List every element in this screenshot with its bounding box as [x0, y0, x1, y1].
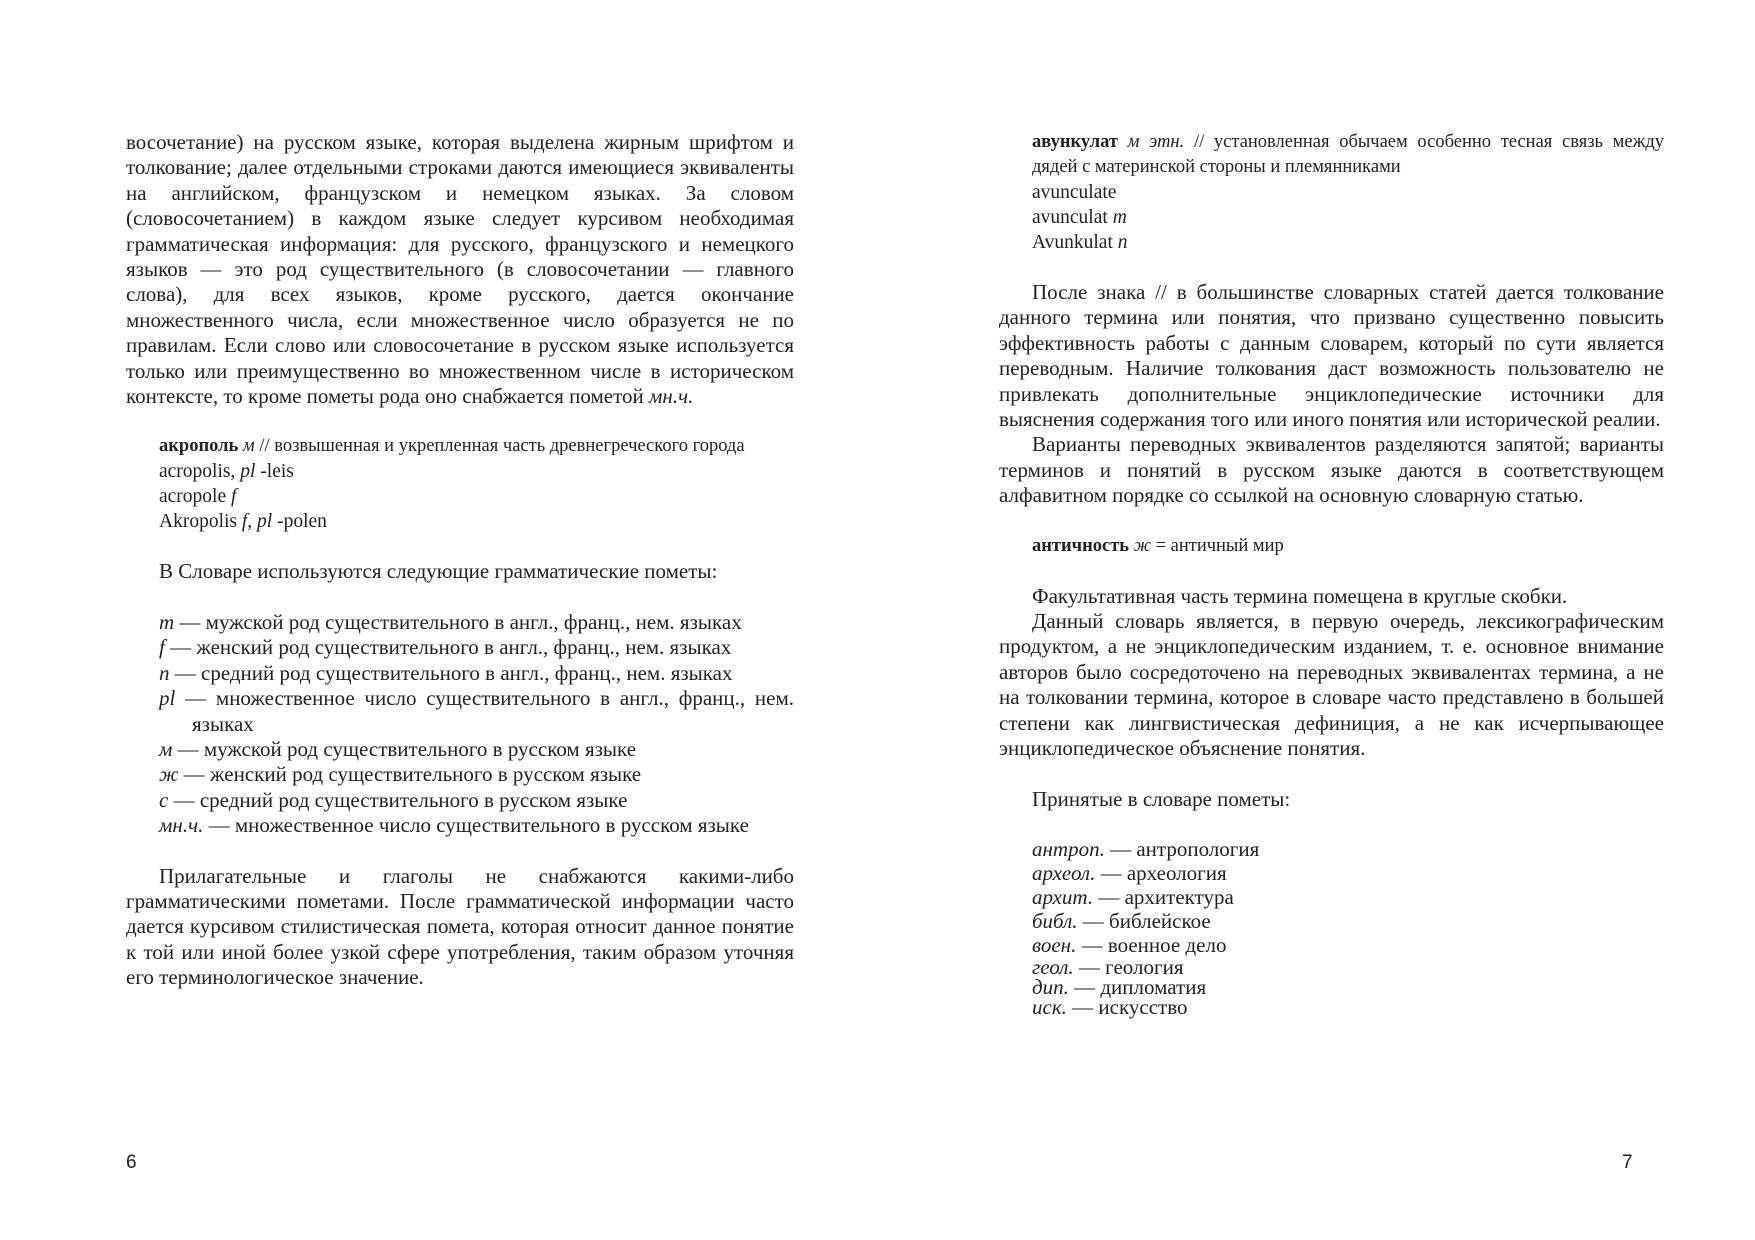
grammar-mark-abbr: m [159, 609, 175, 634]
subject-mark-text: — архитектура [1098, 884, 1234, 909]
equivalent-de-gender: n [1117, 232, 1128, 253]
equivalent-en-ending: -leis [260, 461, 294, 483]
equivalent-en [1032, 180, 1664, 205]
subject-mark-item [1032, 954, 1664, 979]
grammar-mark-item [159, 762, 794, 787]
dictionary-entry-antichnost [1032, 534, 1664, 559]
equivalent-en-pl: pl [240, 461, 256, 483]
entry-gender: ж [1133, 535, 1151, 556]
intro-mark: мн.ч. [649, 384, 694, 409]
equivalent-de-ending: -polen [277, 511, 327, 533]
grammar-mark-abbr: мн.ч. [159, 813, 204, 838]
equivalent-de-word: Akropolis [159, 511, 237, 533]
grammar-mark-abbr: n [159, 660, 170, 685]
entry-headline [1032, 130, 1664, 180]
grammar-mark-text: — множественное число существительного в русском языке [208, 813, 749, 838]
grammar-mark-item [159, 737, 794, 762]
subject-mark-text: — искусство [1072, 994, 1188, 1019]
paragraph-lexicographic: Данный словарь является, в первую очередь, лексикографическим продуктом, а не энциклопедическим изданием, т. е. основное внимание авторов было сосредоточено на переводных эквивалентах термина, а не на толковании термина, которое в словаре часто представлено в большей степени как лингвистическая дефиниция, а не как исчерпывающее энциклопедическое объяснение понятия. [999, 609, 1664, 761]
subject-mark-abbr: археол. [1032, 860, 1096, 885]
dictionary-entry-akropol [159, 434, 794, 534]
spacer [126, 409, 794, 434]
subject-mark-item [1032, 861, 1664, 885]
page-number: 7 [1622, 1152, 1633, 1173]
grammar-mark-abbr: ж [159, 762, 179, 787]
entry-definition: возвышенная и укрепленная часть древнегреческого города [274, 436, 745, 457]
entry-headline [159, 434, 794, 459]
grammar-mark-text: — женский род существительного в англ., франц., нем. языках [170, 635, 732, 660]
subject-mark-abbr: геол. [1032, 954, 1074, 979]
equivalent-en-word: avunculate [1032, 182, 1117, 203]
dictionary-entry-avunkulat [1032, 130, 1664, 255]
subject-mark-text: — археология [1100, 860, 1227, 885]
grammar-marks-list [159, 610, 794, 839]
spacer [126, 534, 794, 559]
grammar-mark-abbr: м [159, 736, 173, 761]
equivalent-fr-gender: f [231, 486, 237, 508]
page-number: 6 [126, 1152, 137, 1173]
marks-intro: Принятые в словаре пометы: [1032, 786, 1291, 811]
grammar-mark-item [159, 686, 794, 737]
grammar-mark-text: — средний род существительного в русском языке [173, 787, 628, 812]
entry-lemma: античность [1032, 535, 1130, 556]
entry-lemma: акрополь [159, 436, 239, 457]
intro-text: восочетание) на русском языке, которая выделена жирным шрифтом и толкование; далее отдельными строками даются имеющиеся эквиваленты на английском, французском и немецком языках. За словом (словосочетанием) в каждом языке следует курсивом необходимая грамматическая информация: для русского, французского и немецкого языков — это род существительного (в словосочетании — главного слова), для всех языков, кроме русского, дается окончание множественного числа, если множественное число образуется не по правилам. Если слово или словосочетание в русском языке используется только или преимущественно во множественном числе в историческом контексте, то кроме пометы рода оно снабжается пометой [126, 130, 794, 409]
equivalent-de [159, 509, 794, 534]
left-page [0, 0, 877, 1240]
entry-definition: установленная обычаем особенно тесная связь между дядей с материнской стороны и племянниками [1032, 132, 1665, 177]
grammar-mark-abbr: pl [159, 686, 176, 711]
equivalent-de-word: Avunkulat [1032, 232, 1113, 253]
grammar-mark-abbr: f [159, 635, 165, 660]
equivalent-en-word: acropolis, [159, 461, 236, 483]
subject-mark-abbr: антроп. [1032, 836, 1105, 861]
paragraph-variants: Варианты переводных эквивалентов разделяются запятой; варианты терминов и понятий в русском языке даются в соответствующем алфавитном порядке со ссылкой на основную словарную статью. [999, 432, 1664, 508]
subject-mark-abbr: архит. [1032, 884, 1094, 909]
spacer [126, 839, 794, 864]
equivalent-fr [1032, 205, 1664, 230]
subject-mark-abbr: иск. [1032, 994, 1067, 1019]
equivalent-en [159, 459, 794, 484]
spacer [999, 762, 1664, 787]
grammar-mark-item [159, 610, 794, 635]
grammar-mark-item [159, 635, 794, 660]
spacer [999, 559, 1664, 584]
entry-reference: = античный мир [1155, 535, 1284, 556]
subject-mark-abbr: дип. [1032, 974, 1069, 999]
equivalent-de [1032, 230, 1664, 255]
paragraph-interpretation: После знака // в большинстве словарных статей дается толкование данного термина или понятия, что призвано существенно повысить эффективность работы с данным словарем, который по сути является переводным. Наличие толкования даст возможность пользователю не привлекать дополнительные энциклопедические источники для выяснения содержания того или иного понятия или исторической реалии. [999, 280, 1664, 432]
grammar-mark-text: — мужской род существительного в англ., франц., нем. языках [179, 609, 742, 634]
grammar-mark-text: — женский род существительного в русском языке [183, 762, 642, 787]
equivalent-de-pl: pl [257, 511, 273, 533]
subject-mark-item [1032, 974, 1664, 999]
subject-marks-list [1032, 837, 1664, 1017]
subject-mark-abbr: воен. [1032, 932, 1077, 957]
grammar-mark-abbr: с [159, 787, 169, 812]
intro-paragraph [126, 130, 794, 409]
subject-mark-item [1032, 885, 1664, 909]
grammar-mark-text: — множественное число существительного в англ., франц., нем. языках [185, 686, 794, 736]
spacer [126, 585, 794, 610]
entry-gender: м [242, 436, 255, 457]
entry-lemma: авункулат [1032, 132, 1118, 152]
subject-mark-text: — военное дело [1081, 932, 1227, 957]
subject-mark-text: — геология [1078, 954, 1184, 979]
spacer [999, 255, 1664, 280]
left-column [126, 130, 794, 991]
equivalent-fr [159, 484, 794, 509]
entry-marks: м этн. [1127, 132, 1185, 152]
grammar-mark-item [159, 661, 794, 686]
grammar-intro: В Словаре используются следующие грамматические пометы: [159, 559, 718, 584]
paragraph-optional: Факультативная часть термина помещена в круглые скобки. [1032, 583, 1568, 608]
spacer [999, 509, 1664, 534]
subject-mark-text: — библейское [1082, 908, 1211, 933]
grammar-mark-text: — мужской род существительного в русском языке [177, 736, 637, 761]
equivalent-de-gender: f, [241, 511, 253, 533]
spacer [999, 812, 1664, 837]
grammar-mark-item [159, 788, 794, 813]
subject-mark-text: — дипломатия [1074, 974, 1207, 999]
subject-mark-item [1032, 909, 1664, 933]
equivalent-fr-gender: m [1112, 207, 1127, 228]
right-column [999, 130, 1664, 1017]
grammar-mark-item [159, 813, 794, 838]
subject-mark-item [1032, 994, 1664, 1019]
equivalent-fr-word: avunculat [1032, 207, 1108, 228]
subject-mark-abbr: библ. [1032, 908, 1078, 933]
equivalent-fr-word: acropole [159, 486, 227, 508]
subject-mark-item [1032, 837, 1664, 861]
entry-separator: // [259, 436, 270, 457]
entry-separator: // [1193, 132, 1205, 152]
subject-mark-item [1032, 933, 1664, 957]
subject-mark-text: — антропология [1110, 836, 1260, 861]
grammar-mark-text: — средний род существительного в англ., франц., нем. языках [174, 660, 733, 685]
right-page [877, 0, 1755, 1240]
closing-paragraph: Прилагательные и глаголы не снабжаются какими-либо грамматическими пометами. После грамматической информации часто дается курсивом стилистическая помета, которая относит данное понятие к той или иной более узкой сфере употребления, таким образом уточняя его терминологическое значение. [126, 863, 794, 990]
